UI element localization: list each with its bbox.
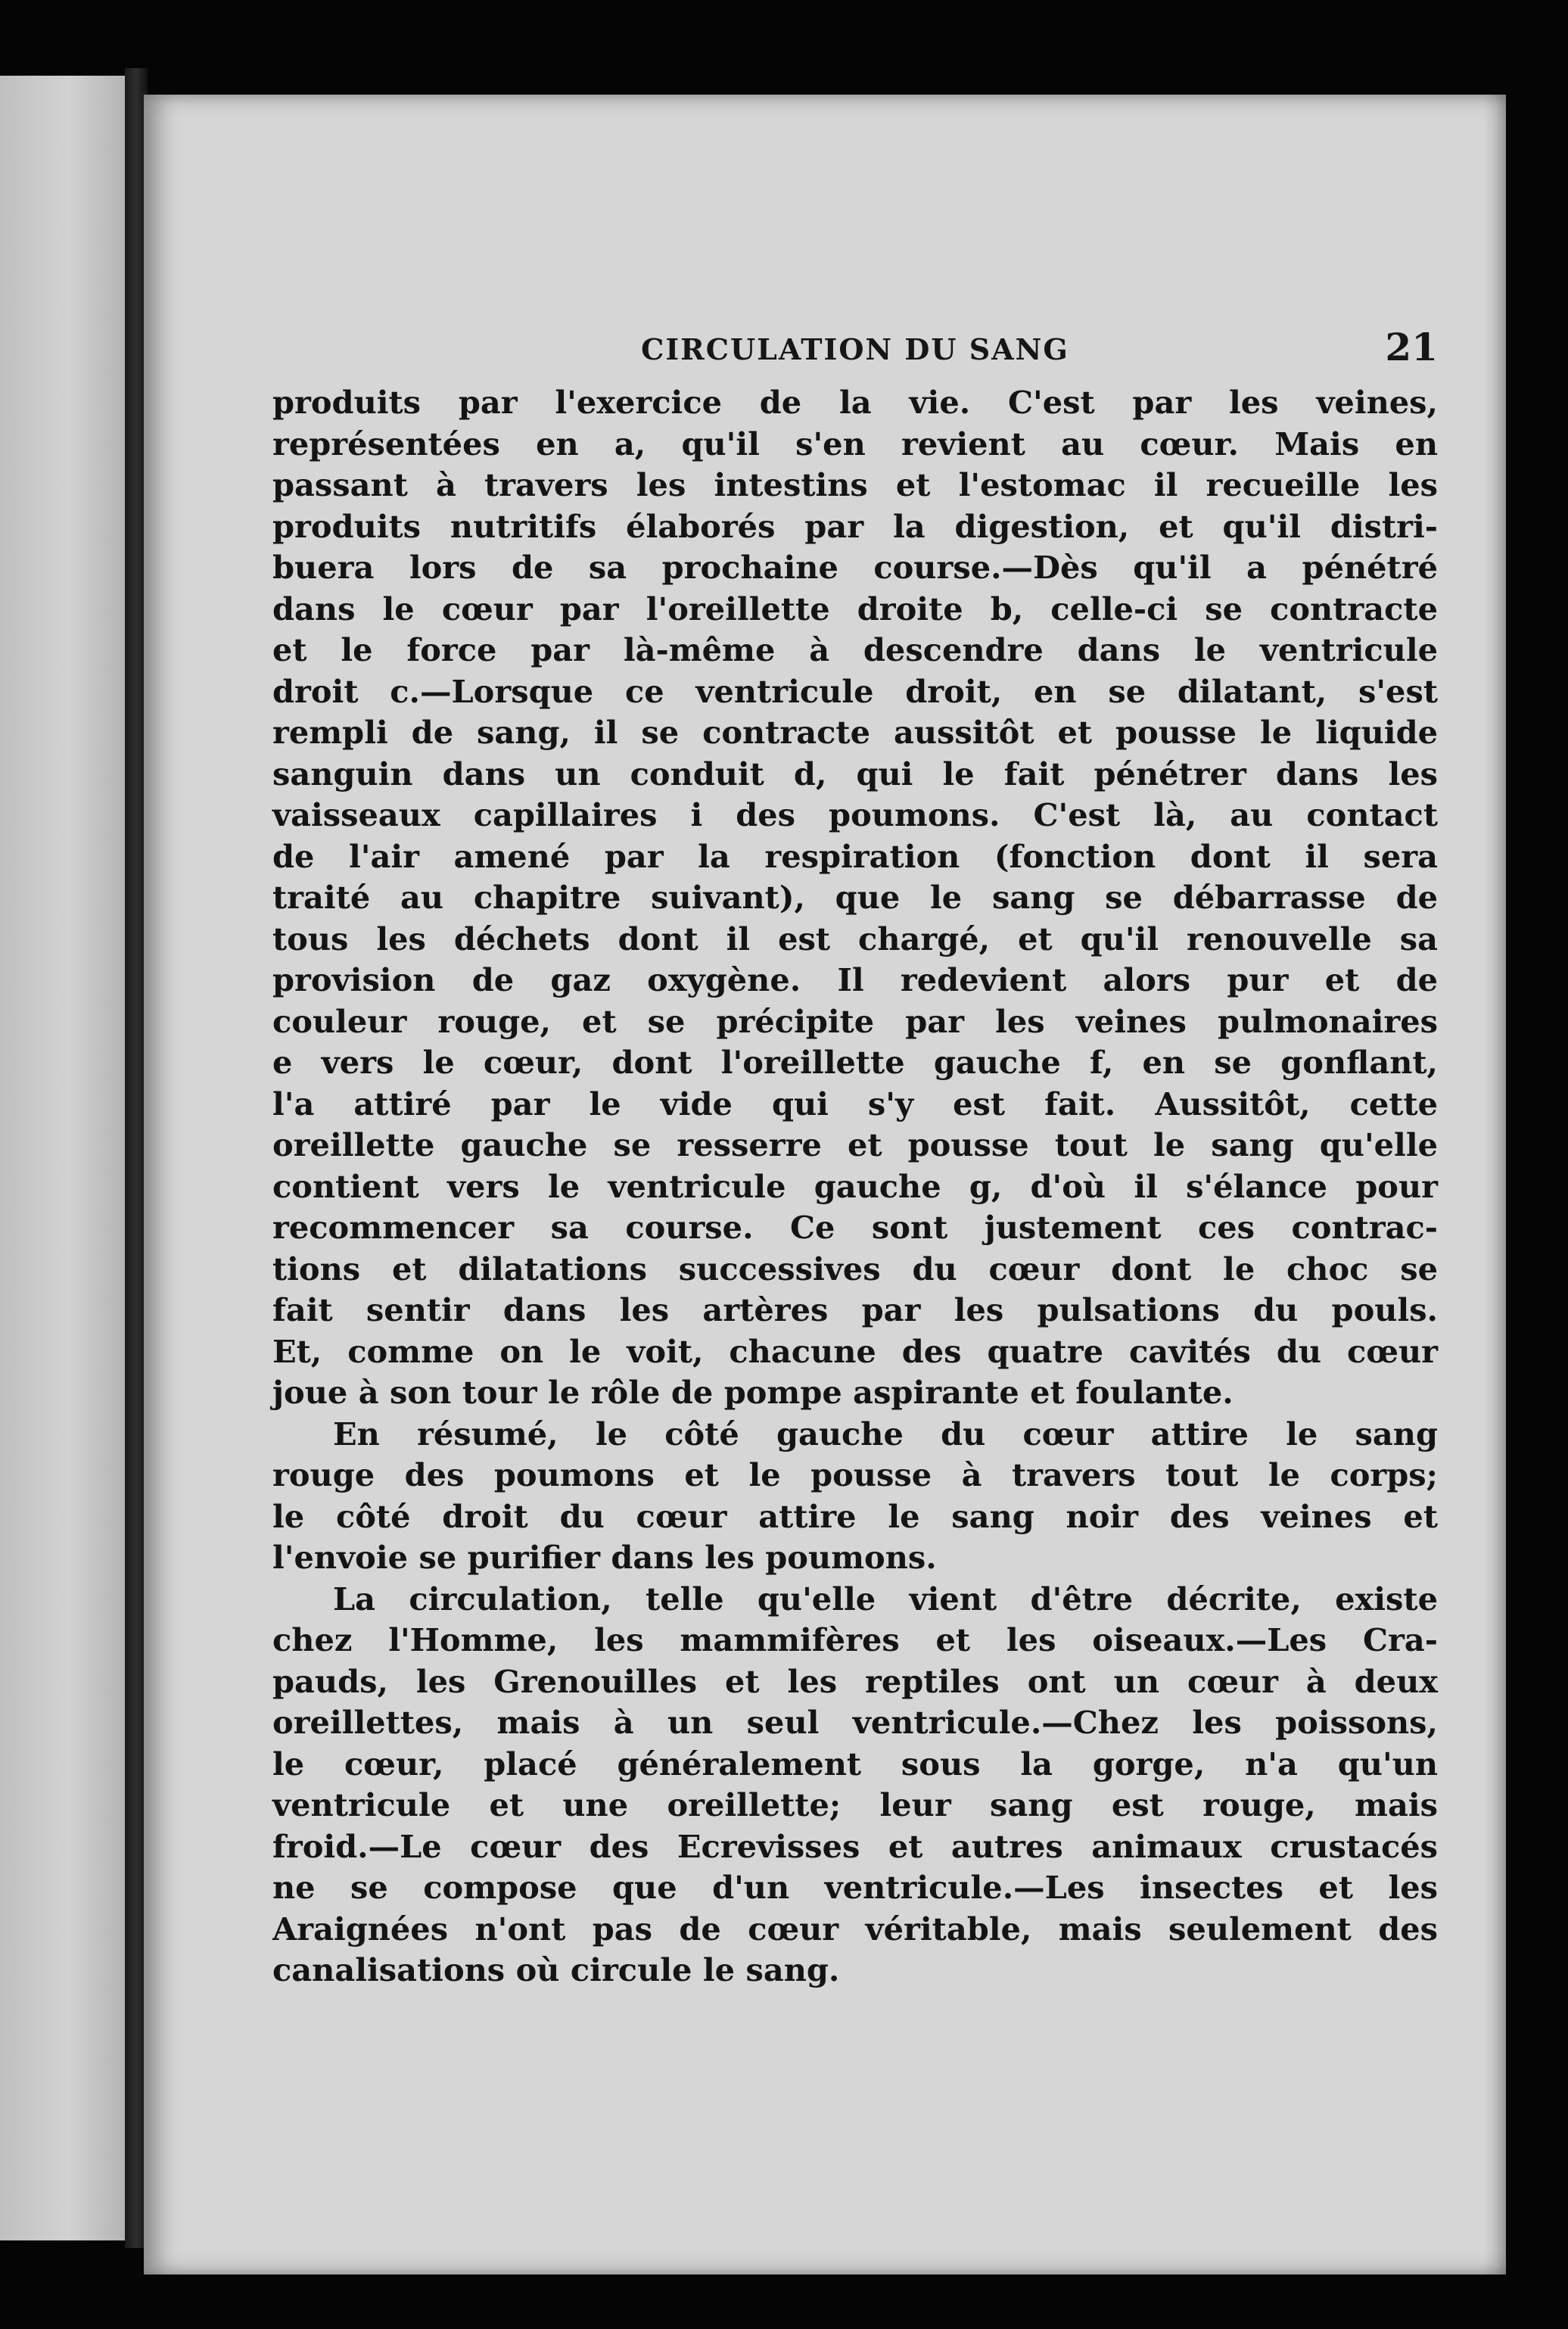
- text-line: ventricule et une oreillette; leur sang est rouge, mais: [272, 1786, 1438, 1823]
- text-line: Et, comme on le voit, chacune des quatre cavités du cœur: [272, 1332, 1438, 1370]
- text-line: En résumé, le côté gauche du cœur attire le sang: [333, 1415, 1438, 1453]
- text-line: et le force par là-même à descendre dans le ventricule: [272, 631, 1438, 668]
- text-line: oreillettes, mais à un seul ventricule.—Chez les poissons,: [272, 1704, 1438, 1741]
- text-line: Araignées n'ont pas de cœur véritable, mais seulement des: [272, 1910, 1438, 1948]
- text-line: buera lors de sa prochaine course.—Dès qu'il a pénétré: [272, 549, 1438, 586]
- text-line: tous les déchets dont il est chargé, et qu'il renouvelle sa: [272, 920, 1438, 957]
- text-line: couleur rouge, et se précipite par les veines pulmonaires: [272, 1002, 1438, 1040]
- text-line: le côté droit du cœur attire le sang noir des veines et: [272, 1497, 1438, 1535]
- text-line: fait sentir dans les artères par les pulsations du pouls.: [272, 1291, 1438, 1328]
- page-number: 21: [1385, 325, 1438, 369]
- previous-page-edge: [0, 76, 129, 2240]
- running-head: CIRCULATION DU SANG: [641, 332, 1069, 366]
- text-line: l'a attiré par le vide qui s'y est fait. Aussitôt, cette: [272, 1085, 1438, 1122]
- text-line: l'envoie se purifier dans les poumons.: [272, 1539, 937, 1576]
- text-line: e vers le cœur, dont l'oreillette gauche f, en se gonflant,: [272, 1044, 1438, 1081]
- text-line: droit c.—Lorsque ce ventricule droit, en se dilatant, s'est: [272, 672, 1438, 710]
- text-line: froid.—Le cœur des Ecrevisses et autres animaux crustacés: [272, 1827, 1438, 1865]
- book-page: [144, 95, 1506, 2275]
- text-line: produits nutritifs élaborés par la digestion, et qu'il distri-: [272, 507, 1438, 545]
- text-line: dans le cœur par l'oreillette droite b, celle-ci se contracte: [272, 590, 1438, 627]
- page-body: [272, 382, 1438, 1991]
- text-line: rouge des poumons et le pousse à travers tout le corps;: [272, 1456, 1438, 1493]
- text-line: tions et dilatations successives du cœur dont le choc se: [272, 1250, 1438, 1287]
- text-line: pauds, les Grenouilles et les reptiles ont un cœur à deux: [272, 1662, 1438, 1700]
- text-line: rempli de sang, il se contracte aussitôt et pousse le liquide: [272, 714, 1438, 751]
- text-line: canalisations où circule le sang.: [272, 1951, 840, 1988]
- text-line: oreillette gauche se resserre et pousse tout le sang qu'elle: [272, 1126, 1438, 1163]
- text-line: le cœur, placé généralement sous la gorge, n'a qu'un: [272, 1745, 1438, 1783]
- text-line: joue à son tour le rôle de pompe aspirante et foulante.: [272, 1374, 1234, 1411]
- text-line: La circulation, telle qu'elle vient d'être décrite, existe: [333, 1580, 1438, 1618]
- paragraph-3: [272, 1579, 1438, 1991]
- text-line: vaisseaux capillaires i des poumons. C'est là, au contact: [272, 796, 1438, 833]
- text-line: représentées en a, qu'il s'en revient au cœur. Mais en: [272, 425, 1438, 462]
- text-line: passant à travers les intestins et l'estomac il recueille les: [272, 466, 1438, 503]
- text-line: traité au chapitre suivant), que le sang se débarrasse de: [272, 879, 1438, 916]
- text-line: sanguin dans un conduit d, qui le fait pénétrer dans les: [272, 755, 1438, 792]
- text-line: de l'air amené par la respiration (fonction dont il sera: [272, 837, 1438, 875]
- page-header: [272, 322, 1438, 375]
- text-line: recommencer sa course. Ce sont justement ces contrac-: [272, 1209, 1438, 1246]
- text-line: provision de gaz oxygène. Il redevient alors pur et de: [272, 961, 1438, 998]
- text-line: ne se compose que d'un ventricule.—Les insectes et les: [272, 1869, 1438, 1906]
- text-line: chez l'Homme, les mammifères et les oiseaux.—Les Cra-: [272, 1621, 1438, 1658]
- paragraph-1: [272, 382, 1438, 1414]
- text-line: contient vers le ventricule gauche g, d'où il s'élance pour: [272, 1167, 1438, 1205]
- text-line: produits par l'exercice de la vie. C'est par les veines,: [272, 384, 1438, 421]
- paragraph-2: [272, 1414, 1438, 1579]
